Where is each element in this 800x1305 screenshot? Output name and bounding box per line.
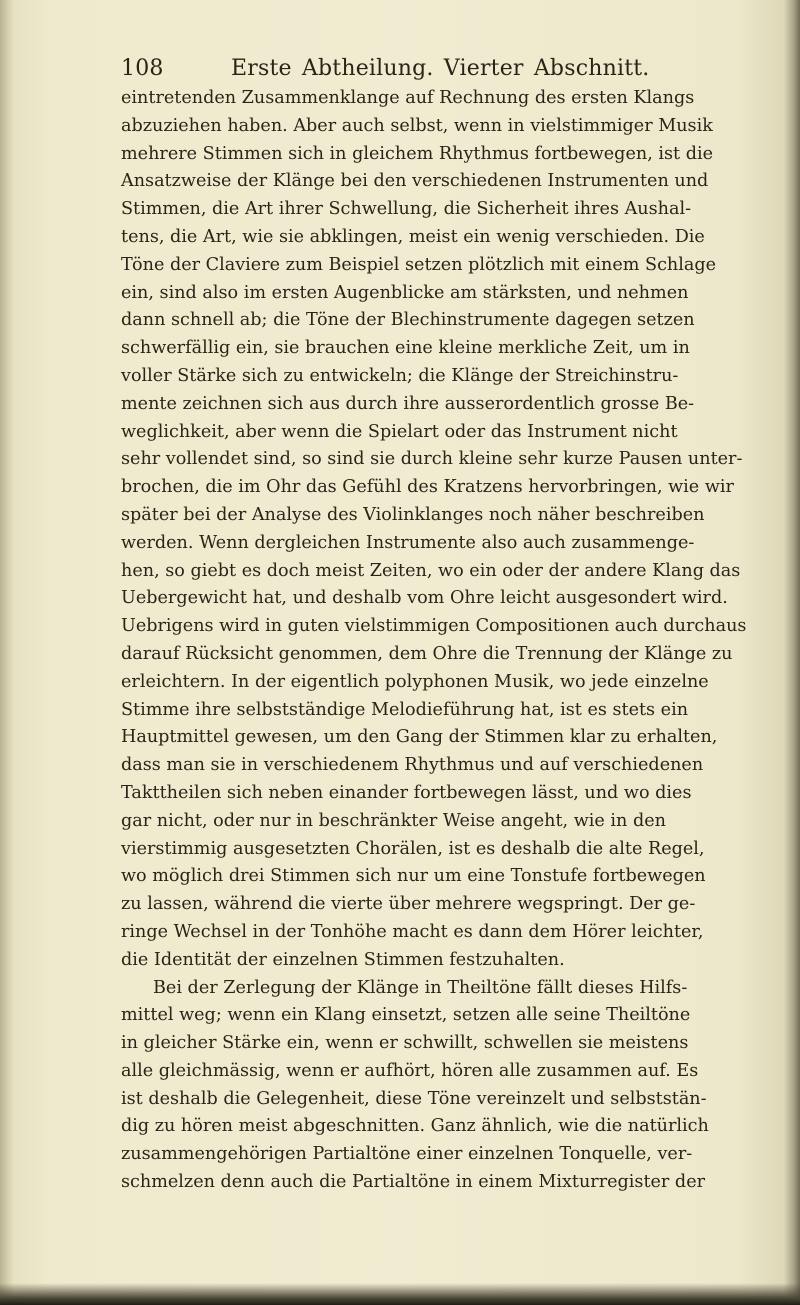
text-line: später bei der Analyse des Violinklanges noch näher beschreiben <box>121 504 705 525</box>
text-line: dann schnell ab; die Töne der Blechinstrumente dagegen setzen <box>121 310 695 331</box>
text-line: vierstimmig ausgesetzten Chorälen, ist es deshalb die alte Regel, <box>121 838 705 859</box>
text-line: dig zu hören meist abgeschnitten. Ganz ähnlich, wie die natürlich <box>121 1116 709 1137</box>
text-line: Stimmen, die Art ihrer Schwellung, die Sicherheit ihres Aushal- <box>121 199 692 220</box>
text-line: wo möglich drei Stimmen sich nur um eine Tonstufe fortbewegen <box>121 866 706 887</box>
text-line: mente zeichnen sich aus durch ihre ausserordentlich grosse Be- <box>121 393 695 414</box>
text-line: alle gleichmässig, wenn er aufhört, hören alle zusammen auf. Es <box>121 1060 699 1081</box>
text-line: mehrere Stimmen sich in gleichem Rhythmus fortbewegen, ist die <box>121 143 713 164</box>
page-bottom-shadow <box>0 1283 800 1305</box>
text-line: hen, so giebt es doch meist Zeiten, wo ein oder der andere Klang das <box>121 560 741 581</box>
page-binding-edge <box>0 0 14 1305</box>
page-outer-edge <box>784 0 800 1305</box>
text-line: erleichtern. In der eigentlich polyphonen Musik, wo jede einzelne <box>121 671 709 692</box>
text-line: zusammengehörigen Partialtöne einer einzelnen Tonquelle, ver- <box>121 1144 693 1165</box>
text-line: gar nicht, oder nur in beschränkter Weise angeht, wie in den <box>121 810 666 831</box>
text-line: sehr vollendet sind, so sind sie durch kleine sehr kurze Pausen unter- <box>121 449 743 470</box>
text-line: Takttheilen sich neben einander fortbewegen lässt, und wo dies <box>121 782 692 803</box>
text-line: weglichkeit, aber wenn die Spielart oder das Instrument nicht <box>121 421 678 442</box>
text-line: werden. Wenn dergleichen Instrumente also auch zusammenge- <box>121 532 695 553</box>
text-line: ringe Wechsel in der Tonhöhe macht es dann dem Hörer leichter, <box>121 921 704 942</box>
text-line: abzuziehen haben. Aber auch selbst, wenn in vielstimmiger Musik <box>121 115 713 136</box>
text-line: voller Stärke sich zu entwickeln; die Klänge der Streichinstru- <box>121 365 679 386</box>
body-text <box>121 85 747 1197</box>
text-line: schwerfällig ein, sie brauchen eine kleine merkliche Zeit, um in <box>121 338 690 359</box>
text-line: schmelzen denn auch die Partialtöne in einem Mixturregister der <box>121 1172 706 1193</box>
text-line: brochen, die im Ohr das Gefühl des Kratzens hervorbringen, wie wir <box>121 477 734 498</box>
text-line: Uebergewicht hat, und deshalb vom Ohre leicht ausgesondert wird. <box>121 588 728 609</box>
text-line: darauf Rücksicht genommen, dem Ohre die Trennung der Klänge zu <box>121 643 733 664</box>
text-line: ein, sind also im ersten Augenblicke am stärksten, und nehmen <box>121 282 689 303</box>
text-line-paragraph-end: die Identität der einzelnen Stimmen festzuhalten. <box>121 949 565 970</box>
text-line-paragraph-start: Bei der Zerlegung der Klänge in Theiltöne fällt dieses Hilfs- <box>153 977 688 998</box>
text-line: Hauptmittel gewesen, um den Gang der Stimmen klar zu erhalten, <box>121 727 718 748</box>
running-head: Erste Abtheilung. Vierter Abschnitt. <box>231 56 650 81</box>
text-line: Uebrigens wird in guten vielstimmigen Compositionen auch durchaus <box>121 616 747 637</box>
text-line: Töne der Claviere zum Beispiel setzen plötzlich mit einem Schlage <box>121 254 717 275</box>
text-line: dass man sie in verschiedenem Rhythmus und auf verschiedenen <box>121 755 704 776</box>
text-line: in gleicher Stärke ein, wenn er schwillt, schwellen sie meistens <box>121 1033 689 1054</box>
text-line: ist deshalb die Gelegenheit, diese Töne vereinzelt und selbststän- <box>121 1088 707 1109</box>
text-line: eintretenden Zusammenklange auf Rechnung des ersten Klangs <box>121 88 695 108</box>
text-line: Stimme ihre selbstständige Melodieführung hat, ist es stets ein <box>121 699 689 720</box>
text-line: tens, die Art, wie sie abklingen, meist ein wenig verschieden. Die <box>121 226 705 247</box>
text-line: Ansatzweise der Klänge bei den verschiedenen Instrumenten und <box>121 171 709 192</box>
page-number: 108 <box>121 56 164 81</box>
text-line: zu lassen, während die vierte über mehrere wegspringt. Der ge- <box>121 894 696 915</box>
text-line: mittel weg; wenn ein Klang einsetzt, setzen alle seine Theiltöne <box>121 1005 691 1026</box>
